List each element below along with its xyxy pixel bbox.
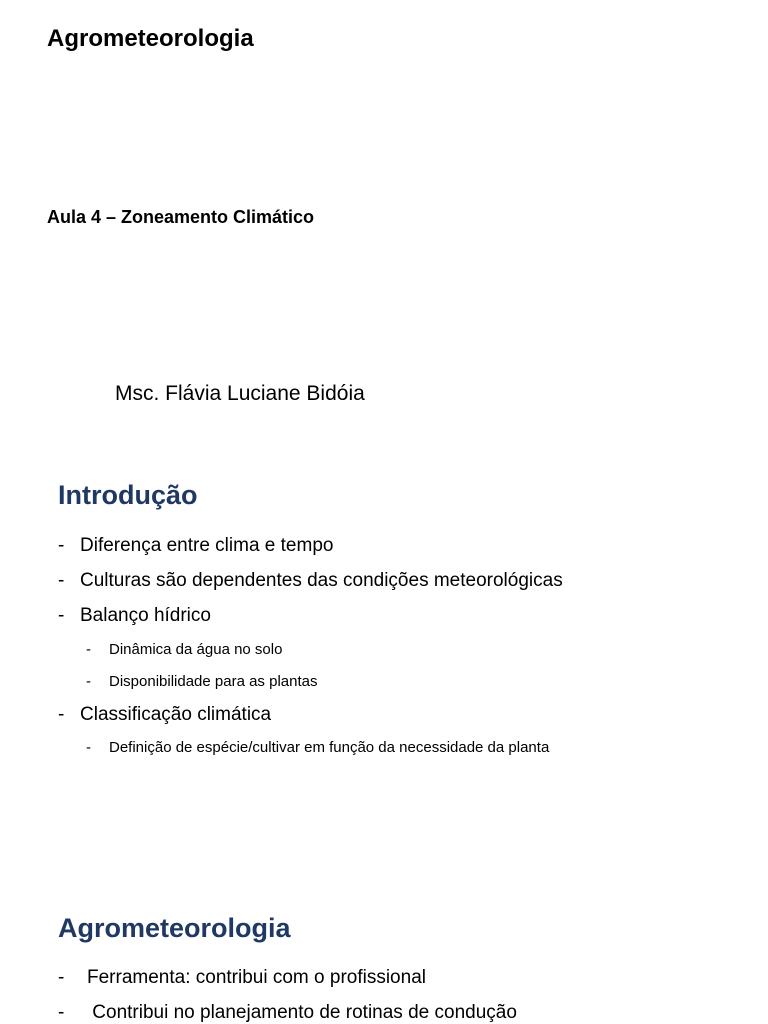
bullet-marker: - bbox=[58, 535, 65, 556]
bullet-marker: - bbox=[86, 739, 91, 756]
list-item-text: Diferença entre clima e tempo bbox=[80, 535, 334, 556]
bullet-marker: - bbox=[86, 673, 91, 690]
list-item-text: Balanço hídrico bbox=[80, 605, 211, 626]
section-heading-agrometeorologia: Agrometeorologia bbox=[58, 913, 291, 943]
bullet-marker: - bbox=[58, 570, 65, 591]
list-item-text: Culturas são dependentes das condições meteorológicas bbox=[80, 570, 563, 591]
section-heading-introducao: Introdução bbox=[58, 480, 198, 510]
list-item bbox=[58, 569, 563, 593]
list-item-text: Contribui no planejamento de rotinas de condução bbox=[87, 1002, 517, 1023]
list-item-text: Definição de espécie/cultivar em função da necessidade da planta bbox=[109, 739, 550, 756]
document-title: Agrometeorologia bbox=[47, 25, 254, 52]
author-name: Msc. Flávia Luciane Bidóia bbox=[115, 382, 365, 405]
bullet-marker: - bbox=[58, 967, 65, 988]
list-subitem bbox=[86, 672, 317, 692]
list-item-text: Dinâmica da água no solo bbox=[109, 641, 283, 658]
list-subitem bbox=[86, 738, 549, 758]
bullet-marker: - bbox=[58, 605, 65, 626]
list-item bbox=[58, 604, 211, 628]
list-item-text: Classificação climática bbox=[80, 704, 272, 725]
bullet-marker: - bbox=[86, 641, 91, 658]
lecture-subtitle: Aula 4 – Zoneamento Climático bbox=[47, 207, 315, 227]
list-item bbox=[58, 966, 426, 990]
list-item bbox=[58, 1001, 517, 1024]
list-subitem bbox=[86, 640, 282, 660]
bullet-marker: - bbox=[58, 1002, 65, 1023]
list-item-text: Ferramenta: contribui com o profissional bbox=[87, 967, 426, 988]
bullet-marker: - bbox=[58, 704, 65, 725]
list-item-text: Disponibilidade para as plantas bbox=[109, 673, 318, 690]
list-item bbox=[58, 534, 333, 558]
list-item bbox=[58, 703, 271, 727]
